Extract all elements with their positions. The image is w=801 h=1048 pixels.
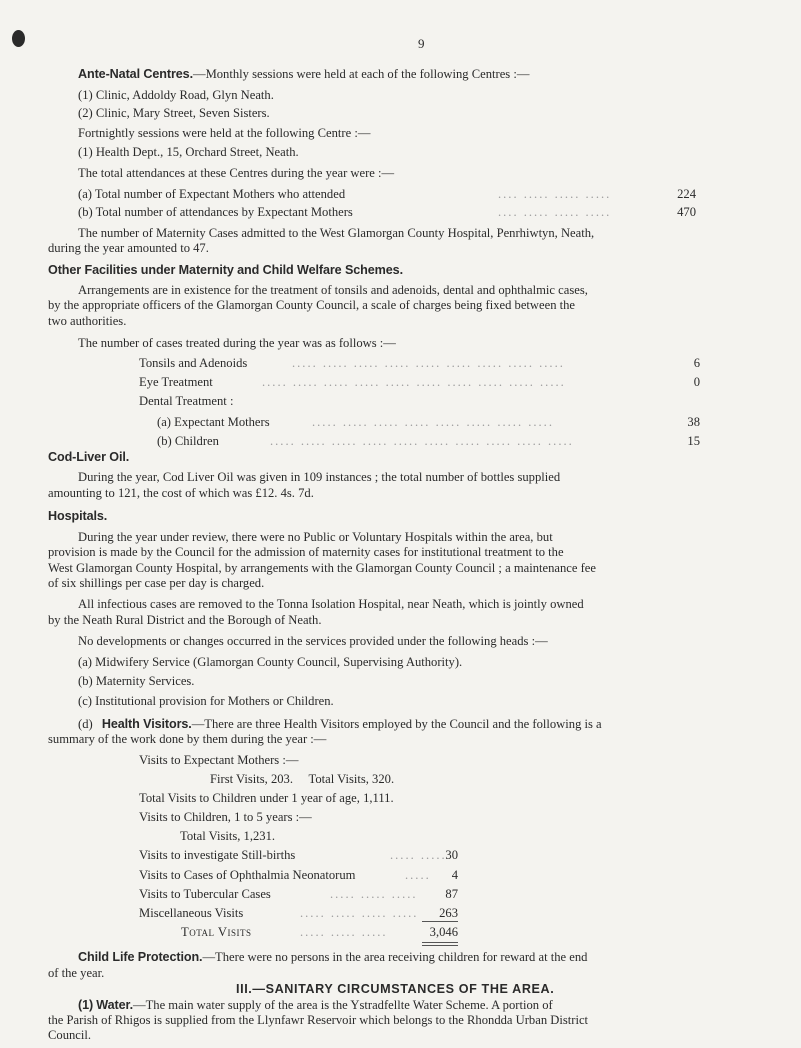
- case-dental-a-label: (a) Expectant Mothers: [157, 415, 270, 429]
- case-tonsils-value: 6: [693, 356, 700, 370]
- children-1-to-5-intro: Visits to Children, 1 to 5 years :—: [139, 810, 312, 824]
- cases-intro: The number of cases treated during the year was as follows :—: [78, 336, 396, 350]
- fortnightly-intro: Fortnightly sessions were held at the following Centre :—: [78, 126, 371, 140]
- visitors-label: (d): [78, 717, 93, 731]
- attendance-a-label: (a) Total number of Expectant Mothers who attended: [78, 187, 346, 201]
- other-facilities-heading: Other Facilities under Maternity and Child Welfare Schemes.: [48, 263, 403, 277]
- visit-item-value: 263: [439, 906, 458, 920]
- children-under-1: Total Visits to Children under 1 year of age, 1,111.: [139, 791, 394, 805]
- antenatal-centre-2: (2) Clinic, Mary Street, Seven Sisters.: [78, 106, 270, 120]
- visit-item-label: Visits to investigate Still-births: [139, 848, 296, 862]
- visit-item-label: Miscellaneous Visits: [139, 906, 244, 920]
- water-line-1: [78, 998, 553, 1013]
- total-rule-bottom: [422, 945, 458, 946]
- leader-dots: ..... ..... ..... ..... ..... ..... ..... ..... ..... .....: [262, 375, 566, 389]
- visitors-line-1: [78, 717, 602, 732]
- maternity-line-2: during the year amounted to 47.: [48, 241, 209, 255]
- attendance-b-value: 470: [677, 205, 696, 219]
- visit-item-label: Visits to Cases of Ophthalmia Neonatorum: [139, 868, 356, 882]
- leader-dots: ..... .....: [390, 848, 447, 862]
- maternity-line-1: The number of Maternity Cases admitted to the West Glamorgan County Hospital, Penrhiwtyn, Neath,: [78, 226, 595, 240]
- case-eye-label: Eye Treatment: [139, 375, 213, 389]
- case-tonsils-label: Tonsils and Adenoids: [139, 356, 248, 370]
- leader-dots: ..... ..... ..... ..... ..... ..... ..... ..... .....: [292, 356, 565, 370]
- subtotal-rule: [422, 921, 458, 922]
- total-visits-label: Total Visits: [181, 925, 252, 939]
- water-label: (1): [78, 998, 94, 1012]
- visit-item-value: 4: [451, 868, 458, 882]
- visitors-heading: Health Visitors.: [101, 717, 192, 731]
- page-number: 9: [418, 36, 425, 51]
- case-dental-b-value: 15: [687, 434, 700, 448]
- total-rule-top: [422, 942, 458, 943]
- hospitals-p1-line-3: West Glamorgan County Hospital, by arrangements with the Glamorgan County Council ; a maintenance fee: [48, 561, 596, 575]
- visit-item-label: Visits to Tubercular Cases: [139, 887, 271, 901]
- case-eye-value: 0: [693, 375, 700, 389]
- case-dental-a-value: 38: [687, 415, 700, 429]
- childlife-line-1: [78, 950, 587, 965]
- water-line-2: the Parish of Rhigos is supplied from the Llynfawr Reservoir which belongs to the Rhondda Urban District: [48, 1013, 589, 1027]
- codliver-line-1: During the year, Cod Liver Oil was given in 109 instances ; the total number of bottles supplied: [78, 470, 561, 484]
- sanitary-heading: III.—SANITARY CIRCUMSTANCES OF THE AREA.: [236, 982, 555, 996]
- codliver-line-2: amounting to 121, the cost of which was £12. 4s. 7d.: [48, 486, 314, 500]
- hospitals-p1-line-4: of six shillings per case per day is charged.: [48, 576, 265, 590]
- hospitals-heading: Hospitals.: [48, 509, 108, 523]
- leader-dots: ..... ..... ..... .....: [300, 906, 419, 920]
- childlife-text: —There were no persons in the area receiving children for reward at the end: [202, 950, 588, 964]
- leader-dots: .....: [405, 868, 431, 882]
- fortnightly-centre-1: (1) Health Dept., 15, Orchard Street, Neath.: [78, 145, 299, 159]
- leader-dots: .... ..... ..... .....: [498, 205, 612, 219]
- case-dental-label: Dental Treatment :: [139, 394, 234, 408]
- visit-item-value: 87: [445, 887, 458, 901]
- leader-dots: ..... ..... .....: [330, 887, 418, 901]
- visit-item-value: 30: [445, 848, 458, 862]
- leader-dots: ..... ..... ..... ..... ..... ..... ..... .....: [312, 415, 554, 429]
- head-b: (b) Maternity Services.: [78, 674, 195, 688]
- attendance-a-value: 224: [677, 187, 696, 201]
- other-line-2: by the appropriate officers of the Glamorgan County Council, a scale of charges being fixed between the: [48, 298, 576, 312]
- ink-blot: [12, 30, 25, 47]
- hospitals-p3: No developments or changes occurred in the services provided under the following heads :—: [78, 634, 548, 648]
- head-c: (c) Institutional provision for Mothers or Children.: [78, 694, 334, 708]
- expectant-detail: First Visits, 203. Total Visits, 320.: [210, 772, 395, 786]
- hospitals-p2-line-1: All infectious cases are removed to the Tonna Isolation Hospital, near Neath, which is jointly owned: [78, 597, 584, 611]
- head-a: (a) Midwifery Service (Glamorgan County Council, Supervising Authority).: [78, 655, 463, 669]
- attendance-b-label: (b) Total number of attendances by Expectant Mothers: [78, 205, 353, 219]
- total-visits-value: 3,046: [429, 925, 458, 939]
- water-heading: Water.: [96, 998, 133, 1012]
- leader-dots: ..... ..... ..... ..... ..... ..... ..... ..... ..... .....: [270, 434, 574, 448]
- hospitals-p2-line-2: by the Neath Rural District and the Borough of Neath.: [48, 613, 322, 627]
- leader-dots: ..... ..... .....: [300, 925, 388, 939]
- hospitals-p1-line-1: During the year under review, there were no Public or Voluntary Hospitals within the area, but: [78, 530, 553, 544]
- expectant-intro: Visits to Expectant Mothers :—: [139, 753, 299, 767]
- antenatal-heading: Ante-Natal Centres.: [78, 67, 193, 81]
- children-1-to-5-total: Total Visits, 1,231.: [180, 829, 276, 843]
- case-dental-b-label: (b) Children: [157, 434, 219, 448]
- childlife-heading: Child Life Protection.: [78, 950, 203, 964]
- leader-dots: .... ..... ..... .....: [498, 187, 612, 201]
- water-line-3: Council.: [48, 1028, 92, 1042]
- childlife-line-2: of the year.: [48, 966, 105, 980]
- other-line-3: two authorities.: [48, 314, 127, 328]
- antenatal-line: [78, 67, 529, 82]
- water-text: —The main water supply of the area is the Ystradfellte Water Scheme. A portion of: [132, 998, 553, 1012]
- hospitals-p1-line-2: provision is made by the Council for the admission of maternity cases for institutional treatment to the: [48, 545, 564, 559]
- other-line-1: Arrangements are in existence for the treatment of tonsils and adenoids, dental and ophthalmic cases,: [78, 283, 588, 297]
- visitors-intro: —There are three Health Visitors employed by the Council and the following is a: [191, 717, 602, 731]
- visitors-line-2: summary of the work done by them during the year :—: [48, 732, 327, 746]
- attendance-intro: The total attendances at these Centres during the year were :—: [78, 166, 395, 180]
- antenatal-centre-1: (1) Clinic, Addoldy Road, Glyn Neath.: [78, 88, 274, 102]
- antenatal-intro: —Monthly sessions were held at each of the following Centres :—: [192, 67, 530, 81]
- codliver-heading: Cod-Liver Oil.: [48, 450, 130, 464]
